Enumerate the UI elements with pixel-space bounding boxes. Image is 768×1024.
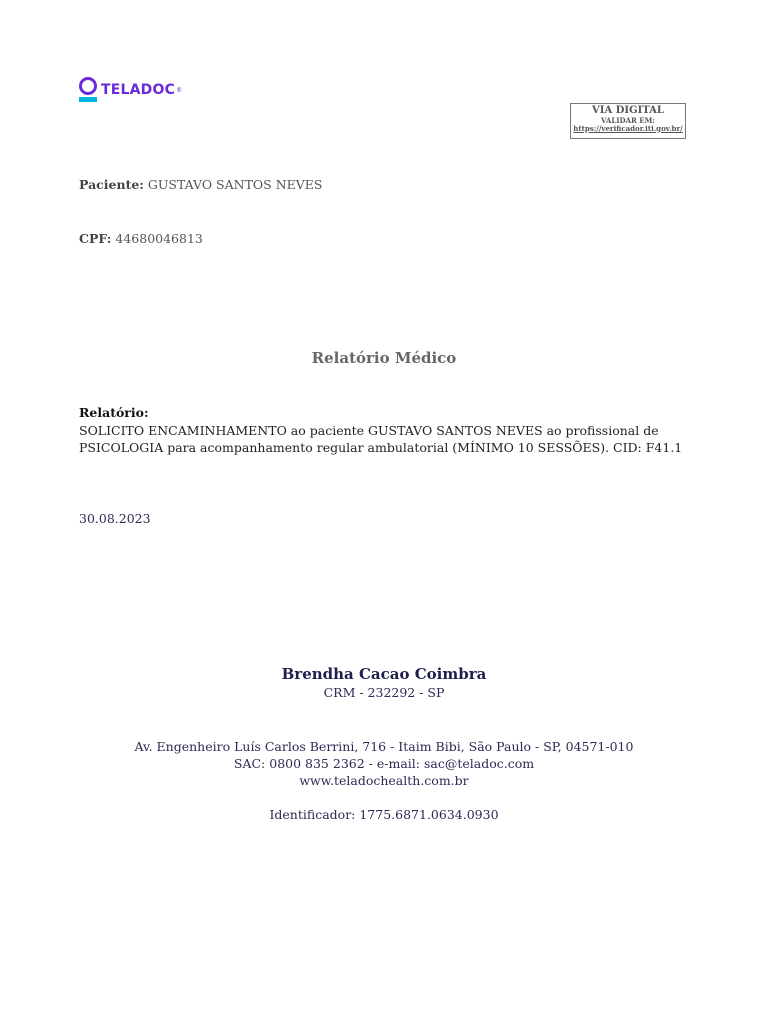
brand-name: TELADOC (101, 82, 176, 98)
registered-mark: ® (176, 86, 183, 94)
cpf-label: CPF: (79, 231, 112, 246)
footer-website: www.teladochealth.com.br (299, 773, 469, 788)
stamp-validation-link[interactable]: https://verificador.iti.gov.br/ (573, 123, 683, 133)
teladoc-logo (79, 77, 182, 103)
cpf-field (79, 231, 203, 246)
report-label: Relatório: (79, 405, 149, 420)
document-date: 30.08.2023 (79, 511, 151, 526)
patient-name: GUSTAVO SANTOS NEVES (147, 177, 323, 192)
footer-contact (0, 738, 768, 789)
doctor-crm: CRM - 232292 - SP (323, 685, 445, 700)
patient-field (79, 177, 323, 192)
stamp-validate-label: VALIDAR EM: (601, 115, 655, 125)
document-title: Relatório Médico (311, 349, 457, 367)
teladoc-logo-icon (79, 77, 97, 103)
report-text: SOLICITO ENCAMINHAMENTO ao paciente GUSTAVO SANTOS NEVES ao profissional de PSICOLOGIA para acompanhamento regular ambulatorial (MÍNIMO 10 SESSÕES). CID: F41.1 (79, 423, 683, 455)
footer-address: Av. Engenheiro Luís Carlos Berrini, 716 - Itaim Bibi, São Paulo - SP, 04571-010 (134, 739, 634, 754)
cpf-value: 44680046813 (115, 231, 203, 246)
doctor-name: Brendha Cacao Coimbra (281, 665, 487, 683)
digital-validation-stamp (570, 103, 686, 139)
stamp-title: VIA DIGITAL (592, 105, 664, 116)
document-identifier: Identificador: 1775.6871.0634.0930 (269, 807, 499, 822)
patient-label: Paciente: (79, 177, 144, 192)
footer-sac: SAC: 0800 835 2362 - e-mail: sac@teladoc.com (233, 756, 535, 771)
